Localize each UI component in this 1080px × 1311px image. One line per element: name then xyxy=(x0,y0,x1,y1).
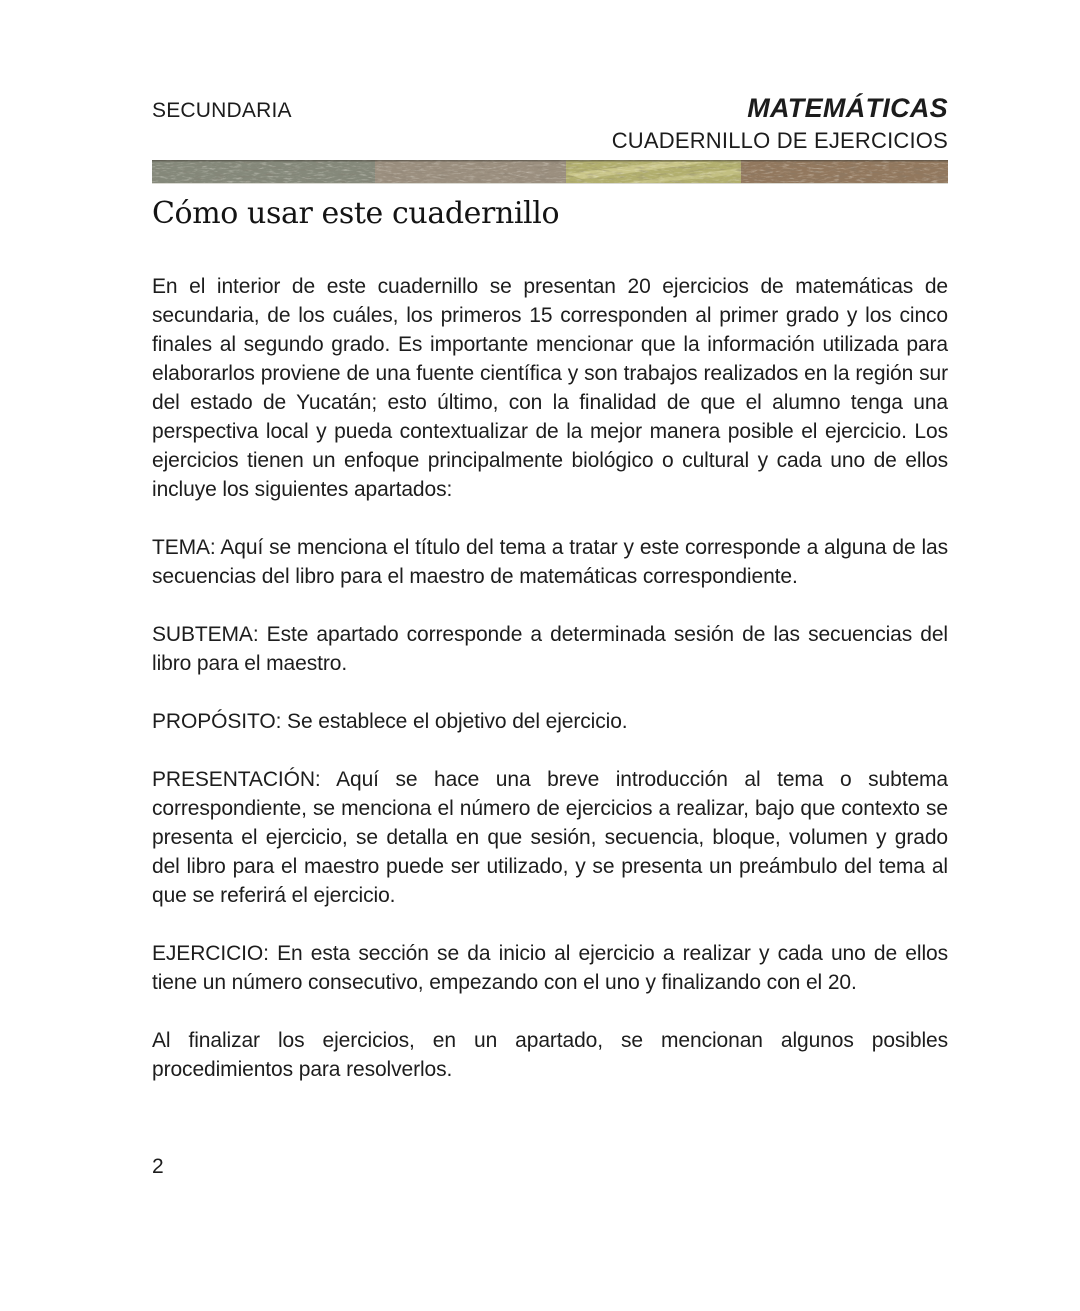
stone-texture-banner xyxy=(152,160,948,184)
paragraph-cierre: Al finalizar los ejercicios, en un apartado, se mencionan algunos posibles procedimientos para resolverlos. xyxy=(152,1029,948,1081)
paragraph-intro: En el interior de este cuadernillo se presentan 20 ejercicios de matemáticas de secundaria, de los cuáles, los primeros 15 corresponden al primer grado y los cinco finales al segundo grado. Es importante mencionar que la información utilizada para elaborarlos proviene de una fuente científica y son trabajos realizados en la región sur del estado de Yucatán; esto último, con la finalidad de que el alumno tenga una perspectiva local y pueda contextualizar de la mejor manera posible el ejercicio. Los ejercicios tienen un enfoque principalmente biológico o cultural y cada uno de ellos incluye los siguientes apartados: xyxy=(152,275,948,501)
paragraph-ejercicio: EJERCICIO: En esta sección se da inicio al ejercicio a realizar y cada uno de ellos tiene un número consecutivo, empezando con el uno y finalizando con el 20. xyxy=(152,942,948,994)
header-subtitle: CUADERNILLO DE EJERCICIOS xyxy=(611,128,948,153)
page-header xyxy=(152,0,948,154)
banner-noise-light xyxy=(152,160,948,183)
paragraph-tema: TEMA: Aquí se menciona el título del tema a tratar y este corresponde a alguna de las secuencias del libro para el maestro de matemáticas correspondiente. xyxy=(152,536,948,588)
page-number: 2 xyxy=(152,1155,164,1178)
page-content xyxy=(152,0,948,1113)
header-subject-title: MATEMÁTICAS xyxy=(747,93,948,123)
paragraph-proposito: PROPÓSITO: Se establece el objetivo del ejercicio. xyxy=(152,710,628,733)
header-section-label: SECUNDARIA xyxy=(152,99,292,122)
banner-top-edge xyxy=(152,160,948,162)
paragraph-subtema: SUBTEMA: Este apartado corresponde a determinada sesión de las secuencias del libro para el maestro. xyxy=(152,623,948,675)
page-title: Cómo usar este cuadernillo xyxy=(152,196,560,231)
stone-texture-image xyxy=(152,160,948,183)
paragraph-presentacion: PRESENTACIÓN: Aquí se hace una breve introducción al tema o subtema correspondiente, se menciona el número de ejercicios a realizar, bajo que contexto se presenta el ejercicio, se detalla en que sesión, secuencia, bloque, volumen y grado del libro para el maestro puede ser utilizado, y se presenta un preámbulo del tema al que se referirá el ejercicio. xyxy=(152,768,948,907)
header-right-block xyxy=(612,92,948,154)
body-text xyxy=(152,272,948,1084)
